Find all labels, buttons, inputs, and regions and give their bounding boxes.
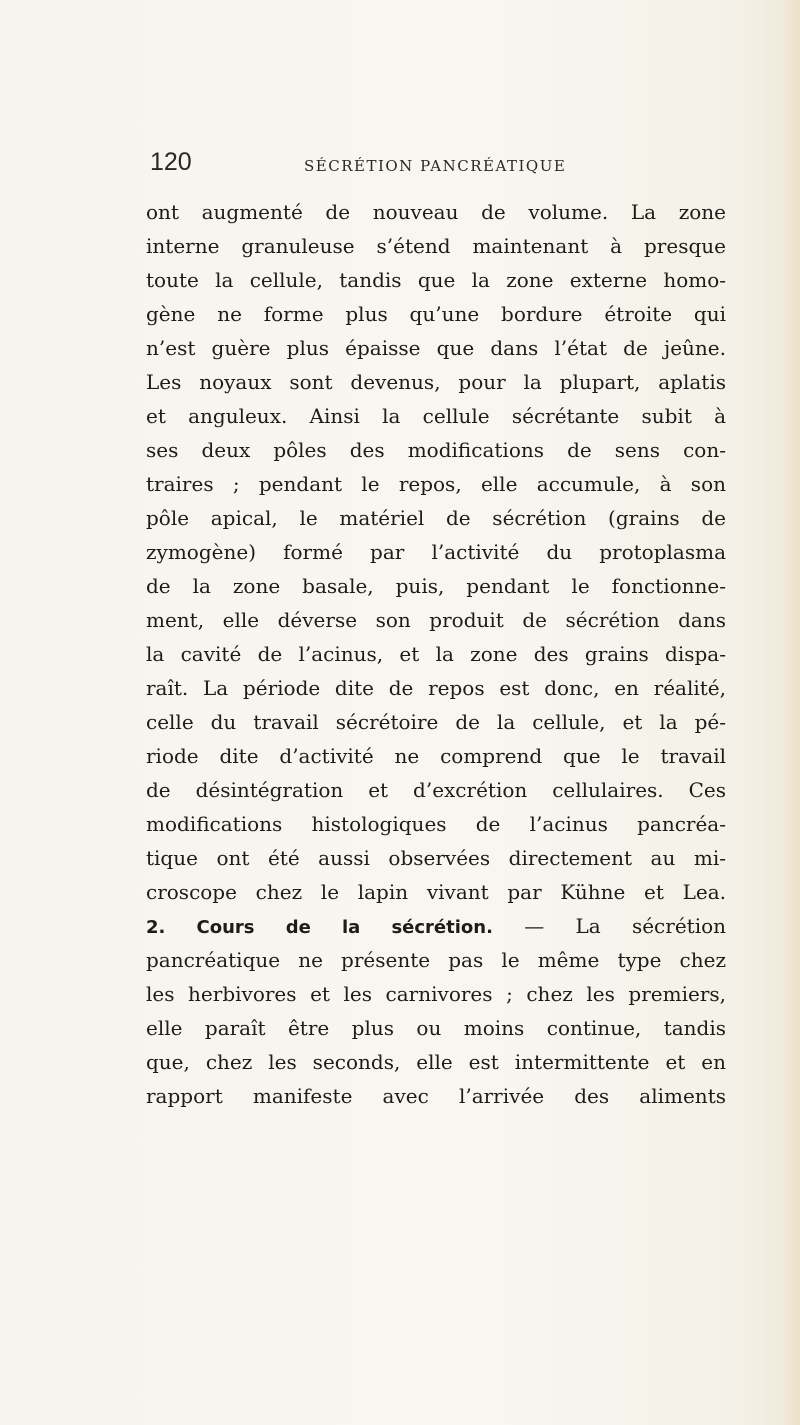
text-line: les herbivores et les carnivores ; chez les premiers, <box>146 982 726 1006</box>
section-first-line-text: — La sécrétion <box>524 914 726 938</box>
text-line: pôle apical, le matériel de sécrétion (grains de <box>146 506 726 530</box>
text-line: celle du travail sécrétoire de la cellule, et la pé- <box>146 710 726 734</box>
text-line: toute la cellule, tandis que la zone externe homo- <box>146 268 726 292</box>
body-text <box>146 195 726 1113</box>
text-line: la cavité de l’acinus, et la zone des grains dispa- <box>146 642 726 666</box>
text-line: croscope chez le lapin vivant par Kühne et Lea. <box>146 880 726 904</box>
text-line: zymogène) formé par l’activité du protoplasma <box>146 540 726 564</box>
page-header <box>150 147 710 187</box>
page-edge-shadow <box>782 0 800 1425</box>
section-first-line <box>146 909 726 943</box>
text-line: de désintégration et d’excrétion cellulaires. Ces <box>146 778 726 802</box>
text-line: raît. La période dite de repos est donc, en réalité, <box>146 676 726 700</box>
text-line: gène ne forme plus qu’une bordure étroite qui <box>146 302 726 326</box>
text-line: de la zone basale, puis, pendant le fonctionne- <box>146 574 726 598</box>
text-line: modifications histologiques de l’acinus pancréa- <box>146 812 726 836</box>
text-line: elle paraît être plus ou moins continue, tandis <box>146 1016 726 1040</box>
text-line: n’est guère plus épaisse que dans l’état de jeûne. <box>146 336 726 360</box>
text-line: ment, elle déverse son produit de sécrétion dans <box>146 608 726 632</box>
section-heading: 2. Cours de la sécrétion. <box>146 917 493 938</box>
text-line: rapport manifeste avec l’arrivée des aliments <box>146 1084 726 1108</box>
text-line: Les noyaux sont devenus, pour la plupart, aplatis <box>146 370 726 394</box>
text-line: tique ont été aussi observées directement au mi- <box>146 846 726 870</box>
text-line: riode dite d’activité ne comprend que le travail <box>146 744 726 768</box>
text-line: et anguleux. Ainsi la cellule sécrétante subit à <box>146 404 726 428</box>
text-line: ses deux pôles des modifications de sens con- <box>146 438 726 462</box>
text-line: que, chez les seconds, elle est intermittente et en <box>146 1050 726 1074</box>
page-number: 120 <box>150 148 192 176</box>
text-line: pancréatique ne présente pas le même type chez <box>146 948 726 972</box>
text-line: interne granuleuse s’étend maintenant à presque <box>146 234 726 258</box>
text-line: traires ; pendant le repos, elle accumule, à son <box>146 472 726 496</box>
running-head: SÉCRÉTION PANCRÉATIQUE <box>304 157 567 175</box>
text-line: ont augmenté de nouveau de volume. La zone <box>146 200 726 224</box>
